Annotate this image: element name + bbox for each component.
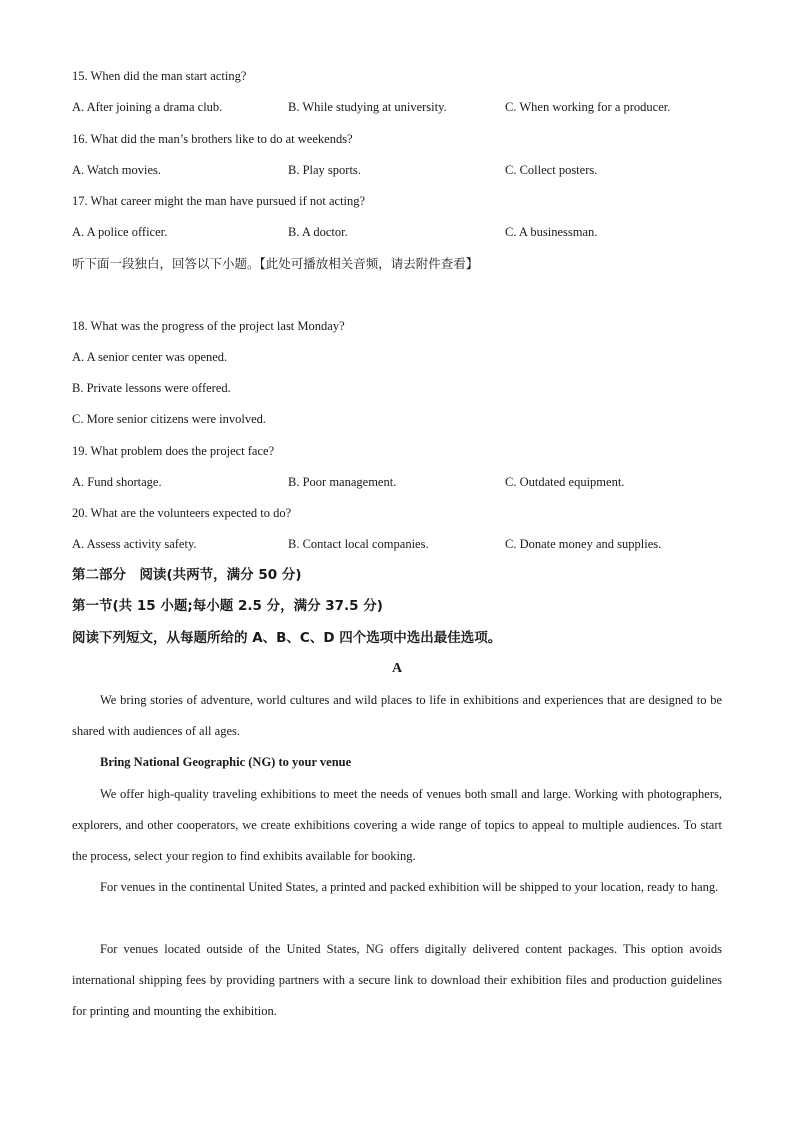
question-17-stem: 17. What career might the man have pursued if not acting?: [72, 194, 366, 208]
reading-instruction: 阅读下列短文，从每题所给的 A、B、C、D 四个选项中选出最佳选项。: [72, 630, 502, 646]
monologue-instruction: 听下面一段独白，回答以下小题。【此处可播放相关音频，请去附件查看】: [72, 256, 479, 271]
question-16-option-a: A. Watch movies.: [72, 163, 162, 177]
question-17-option-a: A. A police officer.: [72, 225, 168, 239]
question-18-option-b: B. Private lessons were offered.: [72, 381, 231, 395]
question-17-option-b: B. A doctor.: [288, 225, 348, 239]
passage-paragraph-1-text: We bring stories of adventure, world cultures and wild places to life in exhibitions and experiences that are designed to be shared with audiences of all ages.: [72, 693, 722, 738]
question-16-option-c: C. Collect posters.: [505, 163, 598, 177]
passage-paragraph-1: [72, 685, 722, 747]
part-two-title: 第二部分 阅读(共两节，满分 50 分): [72, 567, 302, 583]
passage-paragraph-3: [72, 872, 722, 903]
question-18-stem: 18. What was the progress of the project last Monday?: [72, 319, 345, 333]
passage-label: A: [391, 661, 403, 676]
question-18-option-c: C. More senior citizens were involved.: [72, 412, 267, 426]
question-15-stem: 15. When did the man start acting?: [72, 69, 247, 83]
question-16-stem: 16. What did the man’s brothers like to do at weekends?: [72, 132, 353, 146]
question-15-option-a: A. After joining a drama club.: [72, 100, 223, 114]
question-15-option-c: C. When working for a producer.: [505, 100, 671, 114]
question-19-option-b: B. Poor management.: [288, 475, 397, 489]
question-19-stem: 19. What problem does the project face?: [72, 444, 275, 458]
question-20-option-c: C. Donate money and supplies.: [505, 537, 662, 551]
passage-paragraph-4-text: For venues located outside of the United States, NG offers digitally delivered content packages. This option avoids international shipping fees by providing partners with a secure link to download their exhibition files and production guidelines for printing and mounting the exhibition.: [72, 942, 722, 1018]
question-20-option-a: A. Assess activity safety.: [72, 537, 197, 551]
question-17-option-c: C. A businessman.: [505, 225, 598, 239]
question-20-stem: 20. What are the volunteers expected to do?: [72, 506, 292, 520]
section-one-title: 第一节(共 15 小题;每小题 2.5 分，满分 37.5 分): [72, 598, 383, 614]
question-18-option-a: A. A senior center was opened.: [72, 350, 228, 364]
question-19-option-a: A. Fund shortage.: [72, 475, 162, 489]
passage-paragraph-3-text: For venues in the continental United States, a printed and packed exhibition will be shipped to your location, ready to hang.: [100, 880, 719, 894]
question-20-option-b: B. Contact local companies.: [288, 537, 429, 551]
question-16-option-b: B. Play sports.: [288, 163, 361, 177]
passage-paragraph-2-text: We offer high-quality traveling exhibitions to meet the needs of venues both small and large. Working with photographers, explorers, and other cooperators, we create exhibitions covering a wide range of topics to appeal to multiple audiences. To start the process, select your region to find exhibits available for booking.: [72, 787, 722, 863]
passage-subheading: Bring National Geographic (NG) to your venue: [100, 755, 352, 769]
passage-paragraph-2: [72, 779, 722, 872]
question-19-option-c: C. Outdated equipment.: [505, 475, 625, 489]
passage-paragraph-4: [72, 934, 722, 1027]
question-15-option-b: B. While studying at university.: [288, 100, 447, 114]
